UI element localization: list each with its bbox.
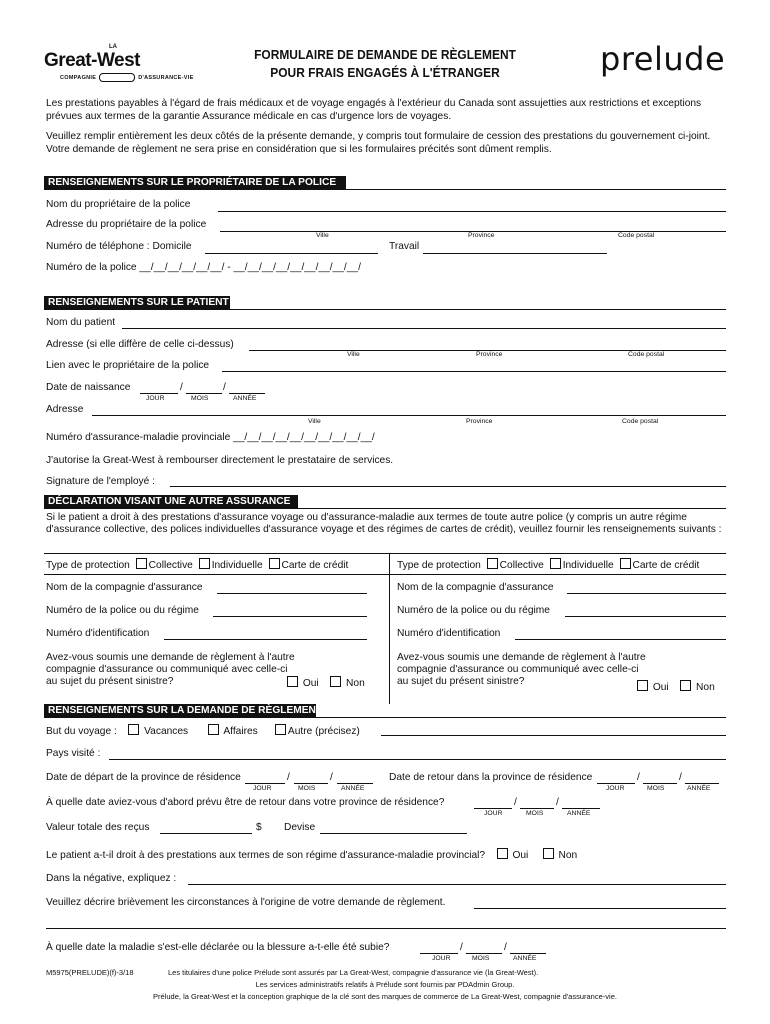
return-month-field[interactable] [643,783,677,784]
patient-dob-label: Date de naissance [46,382,131,393]
owner-address-label: Adresse du propriétaire de la police [46,219,207,230]
autre-field[interactable] [381,735,726,736]
left-protection-type: Type de protection Collective Individuelle Carte de crédit [46,560,349,571]
right-company-label: Nom de la compagnie d'assurance [397,582,554,593]
country-label: Pays visité : [46,748,101,759]
return-date-label: Date de retour dans la province de résidence [389,772,593,783]
footer-line-2: Les services administratifs relatifs à Prélude sont fournis par PDAdmin Group. [255,980,515,989]
dob-day-field[interactable] [140,393,178,394]
employee-signature-label: Signature de l'employé : [46,476,155,487]
provincial-entitlement: Le patient a-t-il droit à des prestations aux termes de son régime d'assurance-maladie provincial? Oui Non [46,850,578,861]
illness-month-field[interactable] [466,953,502,954]
right-protection-type: Type de protection Collective Individuelle Carte de crédit [397,560,700,571]
country-field[interactable] [109,759,726,760]
departure-year-field[interactable] [337,783,373,784]
negative-explain-field[interactable] [188,884,726,885]
owner-phone-label: Numéro de téléphone : Domicile [46,241,192,252]
vacances-checkbox[interactable] [128,724,139,735]
divider [44,508,726,509]
owner-phone-work-field[interactable] [423,253,607,254]
owner-phone-work-label: Travail [389,241,420,252]
other-insurance-intro: Si le patient a droit à des prestations d'assurance voyage ou d'assurance-maladie aux termes de toute autre police (y compris un autre régime d'assurance collective, des polices individuelles d'assurance voyage et des régimes de cartes de crédit), veuillez fournir les renseignements suivants : [46,512,722,535]
section-other-insurance-heading: DÉCLARATION VISANT UNE AUTRE ASSURANCE [44,495,298,509]
left-carte-checkbox[interactable] [269,558,280,569]
describe-circumstances-field[interactable] [474,908,726,909]
departure-day-field[interactable] [245,783,285,784]
planned-return-label: À quelle date aviez-vous d'abord prévu être de retour dans votre province de résidence? [46,797,445,808]
right-carte-checkbox[interactable] [620,558,631,569]
patient-code-caption: Code postal [628,351,665,358]
owner-province-caption: Province [468,232,495,239]
section-owner-heading: RENSEIGNEMENTS SUR LE PROPRIÉTAIRE DE LA POLICE [44,176,346,190]
describe-circumstances-label: Veuillez décrire brièvement les circonstances à l'origine de votre demande de règlement. [46,897,446,908]
negative-explain-label: Dans la négative, expliquez : [46,873,177,884]
owner-phone-home-field[interactable] [205,253,378,254]
left-company-label: Nom de la compagnie d'assurance [46,582,203,593]
dob-month-field[interactable] [186,393,222,394]
dob-year-field[interactable] [229,393,265,394]
dollar-sign: $ [256,822,262,833]
describe-circumstances-field-2[interactable] [46,928,726,929]
authorize-statement: J'autorise la Great-West à rembourser directement le prestataire de services. [46,455,394,466]
patient-province-caption: Province [476,351,503,358]
patient-address2-label: Adresse [46,404,84,415]
planned-month-field[interactable] [520,808,554,809]
form-title: FORMULAIRE DE DEMANDE DE RÈGLEMENT POUR FRAIS ENGAGÉS À L'ÉTRANGER [254,47,516,80]
section-claim-heading: RENSEIGNEMENTS SUR LA DEMANDE DE RÈGLEMENT [44,704,316,718]
patient-name-field[interactable] [122,328,726,329]
great-west-logo [44,44,204,84]
left-collective-checkbox[interactable] [136,558,147,569]
patient-address2-field[interactable] [92,415,726,416]
return-year-field[interactable] [685,783,719,784]
logo-la: LA [109,44,117,50]
logo-subtitle: COMPAGNIE D'ASSURANCE-VIE [60,74,194,81]
right-collective-checkbox[interactable] [487,558,498,569]
return-day-field[interactable] [597,783,635,784]
provincial-oui-checkbox[interactable] [497,848,508,859]
column-divider [389,554,390,704]
left-policy-label: Numéro de la police ou du régime [46,605,199,616]
prelude-brand: prelude [600,40,726,78]
planned-day-field[interactable] [474,808,512,809]
affaires-checkbox[interactable] [208,724,219,735]
patient-address-label: Adresse (si elle diffère de celle ci-dessus) [46,339,234,350]
patient-health-number[interactable]: Numéro d'assurance-maladie provinciale __/__/__/__/__/__/__/__/__/__/ [46,432,375,443]
currency-field[interactable] [320,833,467,834]
left-submitted-answers: Oui Non [284,676,365,689]
trip-purpose: But du voyage : Vacances Affaires Autre (précisez) [46,726,360,737]
owner-policy-number[interactable]: Numéro de la police __/__/__/__/__/__/ - __/__/__/__/__/__/__/__/__/ [46,262,361,273]
left-company-field[interactable] [217,593,367,594]
departure-date-label: Date de départ de la province de résidence [46,772,241,783]
intro-paragraph-2: Veuillez remplir entièrement les deux côtés de la présente demande, y compris tout formulaire de cession des prestations du gouvernement ci-joint. Votre demande de règlement ne sera prise en considération que si les formulaires précités sont dûment remplis. [46,131,711,155]
planned-year-field[interactable] [562,808,600,809]
intro-paragraph-1: Les prestations payables à l'égard de frais médicaux et de voyage engagés à l'extérieur du Canada sont assujetties aux restrictions et exceptions prévues aux termes de la garantie Assurance médicale en cas d'urgence lors de voyages. [46,98,702,122]
right-policy-field[interactable] [565,616,726,617]
owner-name-field[interactable] [218,211,726,212]
key-icon [99,73,135,82]
total-receipts-field[interactable] [160,833,252,834]
right-submitted-question: Avez-vous soumis une demande de règlement à l'autre compagnie d'assurance ou communiqué avec celle-ci au sujet du présent sinistre? [397,652,646,687]
right-oui-checkbox[interactable] [637,680,648,691]
illness-date-label: À quelle date la maladie s'est-elle déclarée ou la blessure a-t-elle été subie? [46,942,390,953]
right-policy-label: Numéro de la police ou du régime [397,605,550,616]
left-individuelle-checkbox[interactable] [199,558,210,569]
divider [44,309,726,310]
footer-line-1: Les titulaires d'une police Prélude sont assurés par La Great-West, compagnie d'assurance vie (la Great-West). [168,968,539,977]
divider [44,574,389,575]
left-oui-checkbox[interactable] [287,676,298,687]
right-company-field[interactable] [567,593,726,594]
divider [389,574,726,575]
illness-day-field[interactable] [420,953,458,954]
right-non-checkbox[interactable] [680,680,691,691]
right-ident-label: Numéro d'identification [397,628,501,639]
form-code: M5975(PRELUDE)(f)-3/18 [46,968,134,977]
footer-line-3: Prélude, la Great-West et la conception graphique de la clé sont des marques de commerce de La Great-West, compagnie d'assurance-vie. [153,992,617,1001]
employee-signature-field[interactable] [170,486,726,487]
right-ident-field[interactable] [515,639,726,640]
illness-year-field[interactable] [510,953,546,954]
departure-month-field[interactable] [294,783,328,784]
section-patient-heading: RENSEIGNEMENTS SUR LE PATIENT [44,296,230,310]
patient-relation-label: Lien avec le propriétaire de la police [46,360,210,371]
provincial-non-checkbox[interactable] [543,848,554,859]
right-individuelle-checkbox[interactable] [550,558,561,569]
total-receipts-label: Valeur totale des reçus [46,822,150,833]
owner-code-caption: Code postal [618,232,655,239]
divider [44,553,726,554]
owner-name-label: Nom du propriétaire de la police [46,199,191,210]
left-ident-field[interactable] [164,639,367,640]
divider [44,189,726,190]
owner-ville-caption: Ville [316,232,329,239]
autre-checkbox[interactable] [275,724,286,735]
right-submitted-answers: Oui Non [634,680,715,693]
patient-relation-field[interactable] [222,371,726,372]
divider [44,717,726,718]
left-ident-label: Numéro d'identification [46,628,150,639]
patient-name-label: Nom du patient [46,317,116,328]
left-policy-field[interactable] [213,616,367,617]
left-submitted-question: Avez-vous soumis une demande de règlement à l'autre compagnie d'assurance ou communiqué avec celle-ci au sujet du présent sinistre? [46,652,295,687]
currency-label: Devise [284,822,316,833]
logo-name: Great-West [44,50,141,71]
left-non-checkbox[interactable] [330,676,341,687]
patient-ville-caption: Ville [347,351,360,358]
